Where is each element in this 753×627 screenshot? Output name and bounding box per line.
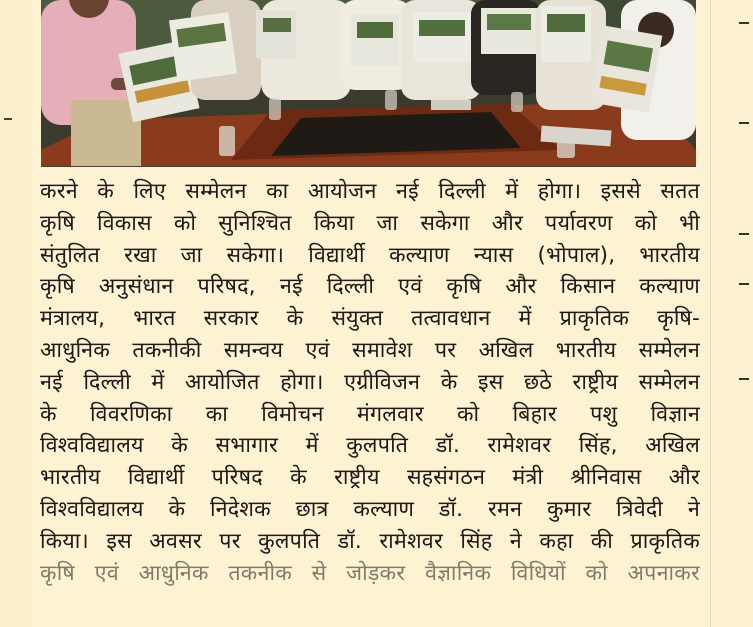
article-line: के विवरणिका का विमोचन मंगलवार को बिहार पशु विज्ञान <box>40 401 700 427</box>
article-line: विश्वविद्यालय के सभागार में कुलपति डॉ. रामेशवर सिंह, अखिल <box>40 433 700 459</box>
article-line: संतुलित रखा जा सकेगा। विद्यार्थी कल्याण न्यास (भोपाल), भारतीय <box>40 242 700 268</box>
column-mark <box>4 118 12 120</box>
column-mark <box>739 378 749 380</box>
article-body <box>40 176 700 627</box>
column-mark <box>739 283 749 285</box>
previous-column-edge <box>0 0 32 627</box>
column-mark <box>739 233 749 235</box>
news-photo <box>41 0 696 167</box>
next-column-edge <box>710 0 753 627</box>
article-line: भारतीय विद्यार्थी परिषद के राष्ट्रीय सहसंगठन मंत्री श्रीनिवास और <box>40 465 700 491</box>
article-line: नई दिल्ली में आयोजित होगा। एग्रीविजन के इस छठे राष्ट्रीय सम्मेलन <box>40 369 700 395</box>
article-line: कृषि अनुसंधान परिषद, नई दिल्ली एवं कृषि और किसान कल्याण <box>40 274 700 300</box>
article-line: करने के लिए सम्मेलन का आयोजन नई दिल्ली में होगा। इससे सतत <box>40 179 700 204</box>
article-line: आधुनिक तकनीकी समन्वय एवं समावेश पर अखिल भारतीय सम्मेलन <box>40 337 700 363</box>
article-line-cutoff: कृषि एवं आधुनिक तकनीक से जोड़कर वैज्ञानिक विधियों को अपनाकर <box>40 560 700 586</box>
group-photo-icon <box>41 0 696 166</box>
column-mark <box>739 122 749 124</box>
column-mark <box>739 22 749 24</box>
article-line: किया। इस अवसर पर कुलपति डॉ. रामेशवर सिंह ने कहा की प्राकृतिक <box>40 528 700 554</box>
article-line: कृषि विकास को सुनिश्चित किया जा सकेगा और पर्यावरण को भी <box>40 210 700 236</box>
article-line: मंत्रालय, भारत सरकार के संयुक्त तत्वावधान में प्राकृतिक कृषि- <box>40 306 700 332</box>
article-line: विश्वविद्यालय के निदेशक छात्र कल्याण डॉ. रमन कुमार त्रिवेदी ने <box>40 496 700 522</box>
